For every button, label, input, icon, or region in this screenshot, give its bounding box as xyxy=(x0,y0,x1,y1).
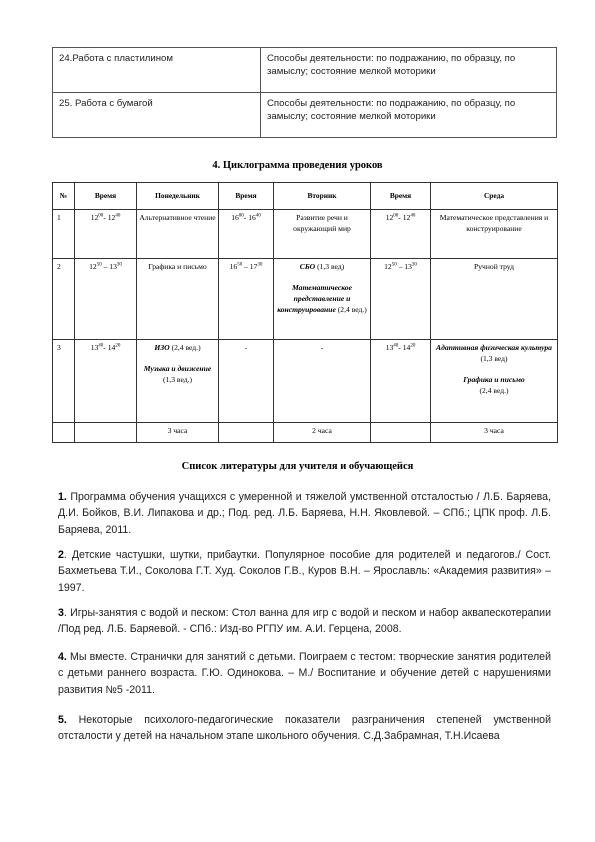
time-cell: $13^{40}-$ $14^{20}$ xyxy=(75,340,137,423)
time-cell: $12^{00}-$ $12^{40}$ xyxy=(371,210,431,259)
tuesday-total: 2 часа xyxy=(274,423,371,443)
time-cell: $16^{00}-$ $16^{40}$ xyxy=(219,210,274,259)
time-cell: $12^{00}-$ $12^{40}$ xyxy=(75,210,137,259)
reference-item: 4. Мы вместе. Странички для занятий с детьми. Поиграем с тестом: творческие занятия родителей с детьми раннего возраста. Г.Ю. Одинокова. – М./ Воспитание и обучение детей с нарушениями развития №5 -2011. xyxy=(58,651,551,696)
description-cell: Способы деятельности: по подражанию, по образцу, по замыслу; состояние мелкой моторики xyxy=(261,48,557,93)
table-row xyxy=(53,48,557,93)
wednesday-lesson: Математическое представления и конструирование xyxy=(431,210,558,259)
activity-cell: 24.Работа с пластилином xyxy=(53,48,261,93)
activity-cell: 25. Работа с бумагой xyxy=(53,93,261,138)
header-time: Время xyxy=(219,183,274,210)
wednesday-lesson: Ручной труд xyxy=(431,259,558,340)
time-cell: $13^{40}-$ $14^{20}$ xyxy=(371,340,431,423)
row-number: 1 xyxy=(53,210,75,259)
reference-item: 5. Некоторые психолого-педагогические показатели разграничения степеней умственной отсталости у детей на начальном этапе школьного обучения. С.Д.Забрамная, Т.Н.Исаева xyxy=(58,714,551,743)
reference-item: 2. Детские частушки, шутки, прибаутки. Популярное пособие для родителей и педагогов./ Сост. Бахметьева Т.И., Соколова Г.Т. Худ. Соколов Г.В., Куров В.Н. – Ярославль: «Академия развития» – 1997. xyxy=(58,549,551,594)
header-time: Время xyxy=(75,183,137,210)
header-time: Время xyxy=(371,183,431,210)
activities-table xyxy=(52,47,557,138)
totals-row xyxy=(53,423,558,443)
tuesday-lesson: Развитие речи и окружающий мир xyxy=(274,210,371,259)
table-row xyxy=(53,340,558,423)
header-tuesday: Вторник xyxy=(274,183,371,210)
table-row xyxy=(53,93,557,138)
row-number: 2 xyxy=(53,259,75,340)
time-cell: $12^{50} - 13^{30}$ xyxy=(75,259,137,340)
literature-title: Список литературы для учителя и обучающейся xyxy=(181,461,414,472)
header-wednesday: Среда xyxy=(431,183,558,210)
schedule-title: 4. Циклограмма проведения уроков xyxy=(212,160,383,171)
monday-lesson: ИЗО (2,4 вед.) Музыка и движение (1,3 вед.) xyxy=(137,340,219,423)
schedule-table xyxy=(52,182,558,443)
schedule-header-row xyxy=(53,183,558,210)
wednesday-total: 3 часа xyxy=(431,423,558,443)
monday-lesson: Графика и письмо xyxy=(137,259,219,340)
wednesday-lesson: Адаптивная физическая культура (1,3 вед) Графика и письмо (2,4 вед.) xyxy=(431,340,558,423)
time-cell: $12^{50} - 13^{30}$ xyxy=(371,259,431,340)
row-number: 3 xyxy=(53,340,75,423)
tuesday-lesson: СБО (1,3 вед) Математическое представление и конструирование (2,4 вед.) xyxy=(274,259,371,340)
monday-total: 3 часа xyxy=(137,423,219,443)
header-monday: Понедельник xyxy=(137,183,219,210)
table-row xyxy=(53,210,558,259)
description-cell: Способы деятельности: по подражанию, по образцу, по замыслу; состояние мелкой моторики xyxy=(261,93,557,138)
reference-item: 3. Игры-занятия с водой и песком: Стол ванна для игр с водой и песком и набор аквапескотерапии /Под ред. Л.Б. Баряевой. - СПб.: Изд-во РГПУ им. А.И. Герцена, 2008. xyxy=(58,607,551,636)
time-cell: $16^{50} - 17^{30}$ xyxy=(219,259,274,340)
reference-item: 1. Программа обучения учащихся с умеренной и тяжелой умственной отсталостью / Л.Б. Баряева, Д.И. Бойков, В.И. Липакова и др.; Под. ред. Л.Б. Баряева, Н.Н. Яковлевой. – СПб.; ЦПК проф. Л.Б. Баряева, 2011. xyxy=(58,491,551,536)
header-num: № xyxy=(53,183,75,210)
time-cell: - xyxy=(219,340,274,423)
tuesday-lesson: - xyxy=(274,340,371,423)
table-row xyxy=(53,259,558,340)
monday-lesson: Альтернативное чтение xyxy=(137,210,219,259)
